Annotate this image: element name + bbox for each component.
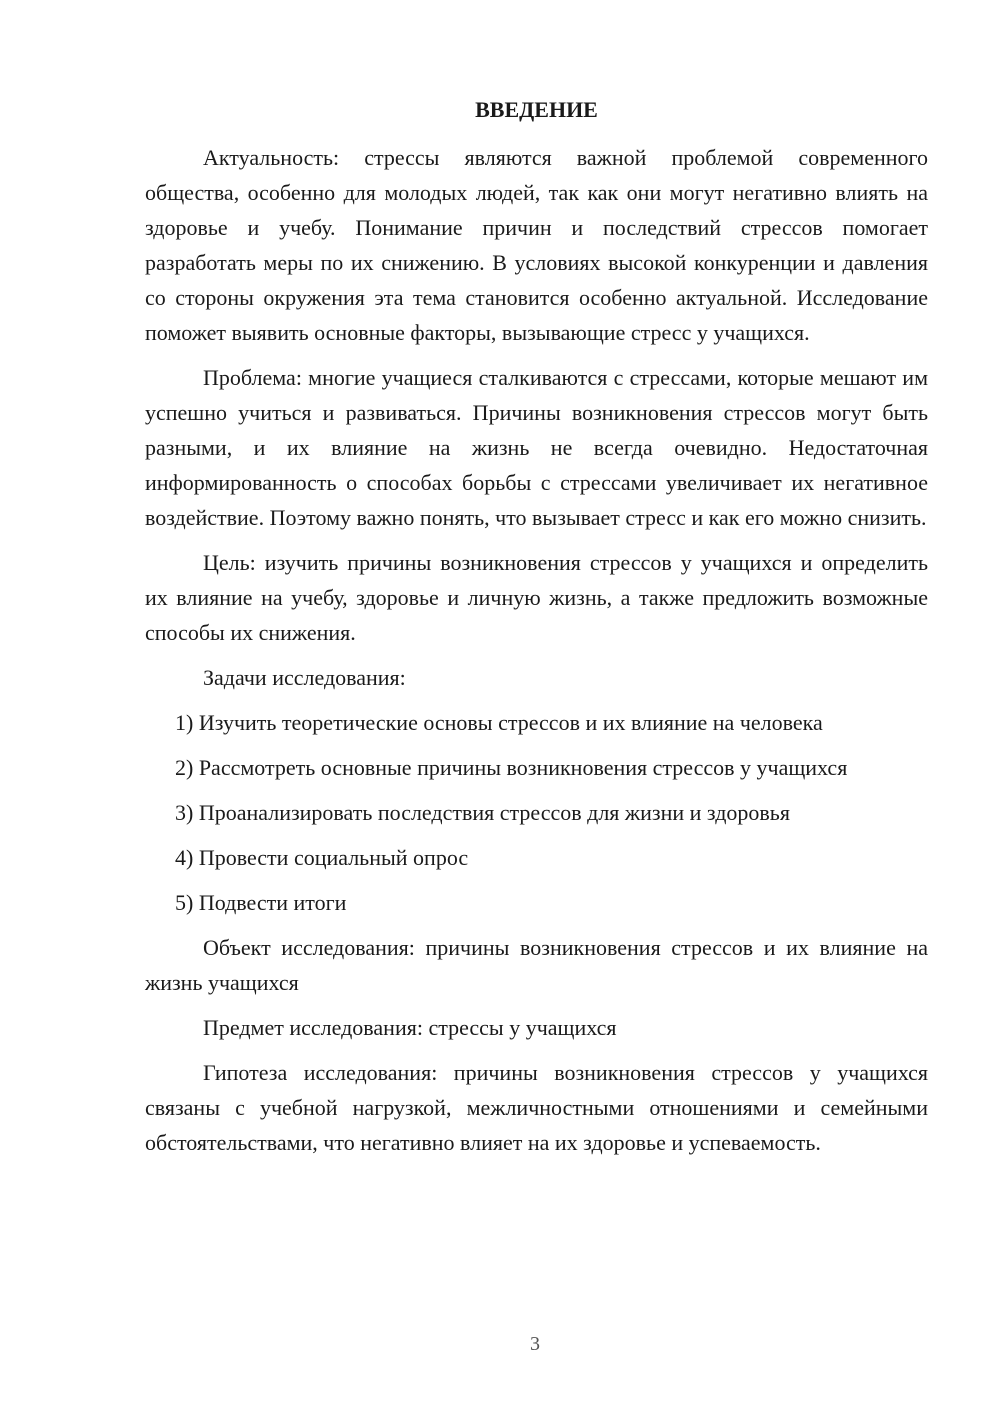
list-item: 2) Рассмотреть основные причины возникновения стрессов у учащихся: [175, 755, 848, 780]
relevance-paragraph: Актуальность: стрессы являются важной проблемой современного общества, особенно для молодых людей, так как они могут негативно влиять на здоровье и учебу. Понимание причин и последствий стрессов помогает разработать меры по их снижению. В условиях высокой конкуренции и давления со стороны окружения эта тема становится особенно актуальной. Исследование поможет выявить основные факторы, вызывающие стресс у учащихся.: [145, 145, 928, 345]
tasks-title: Задачи исследования:: [203, 665, 406, 690]
problem-paragraph: Проблема: многие учащиеся сталкиваются с стрессами, которые мешают им успешно учиться и развиваться. Причины возникновения стрессов могут быть разными, и их влияние на жизнь не всегда очевидно. Недостаточная информированность о способах борьбы с стрессами увеличивает их негативное воздействие. Поэтому важно понять, что вызывает стресс и как его можно снизить.: [145, 365, 928, 530]
goal-paragraph: Цель: изучить причины возникновения стрессов у учащихся и определить их влияние на учебу, здоровье и личную жизнь, а также предложить возможные способы их снижения.: [145, 550, 928, 645]
object-paragraph: Объект исследования: причины возникновения стрессов и их влияние на жизнь учащихся: [145, 935, 928, 995]
list-item: 4) Провести социальный опрос: [175, 845, 469, 870]
list-item: 1) Изучить теоретические основы стрессов и их влияние на человека: [175, 710, 823, 735]
subject-paragraph: Предмет исследования: стрессы у учащихся: [203, 1015, 617, 1040]
tasks-list: [145, 705, 928, 920]
list-item: 3) Проанализировать последствия стрессов для жизни и здоровья: [175, 800, 790, 825]
section-heading: ВВЕДЕНИЕ: [475, 97, 598, 122]
hypothesis-paragraph: Гипотеза исследования: причины возникновения стрессов у учащихся связаны с учебной нагрузкой, межличностными отношениями и семейными обстоятельствами, что негативно влияет на их здоровье и успеваемость.: [145, 1060, 928, 1155]
list-item: 5) Подвести итоги: [175, 890, 347, 915]
page-content: [145, 95, 928, 1160]
page-number: 3: [530, 1333, 540, 1355]
